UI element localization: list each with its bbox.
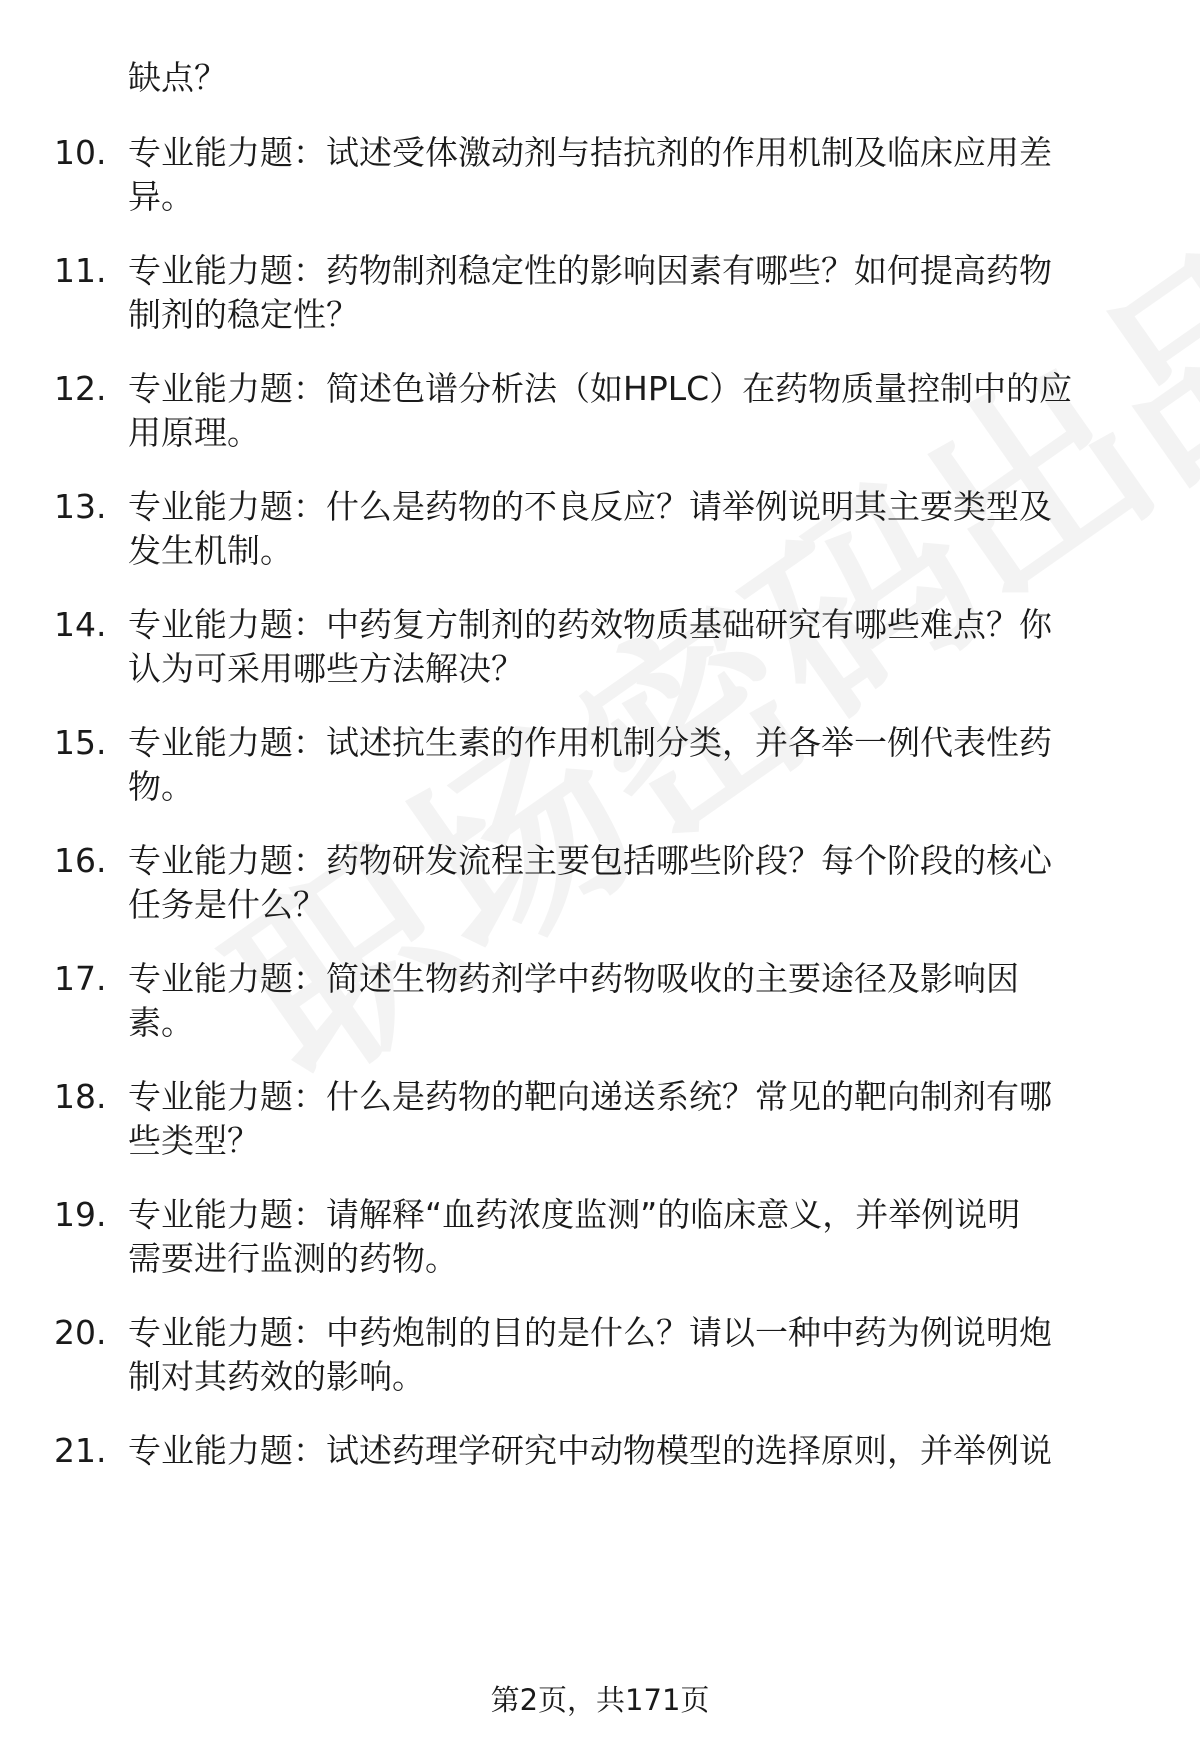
question-number: 13. [54,487,107,526]
question-text-line: 专业能力题：中药复方制剂的药效物质基础研究有哪些难点？你 [128,605,1052,644]
question-number: 18. [54,1077,107,1116]
question-text-line: 专业能力题：药物研发流程主要包括哪些阶段？每个阶段的核心 [128,841,1052,880]
question-number: 12. [54,369,107,408]
question-number: 21. [54,1431,107,1470]
question-text-line: 专业能力题：试述受体激动剂与拮抗剂的作用机制及临床应用差 [128,133,1052,172]
question-text-line: 专业能力题：简述生物药剂学中药物吸收的主要途径及影响因 [128,959,1019,998]
question-text-line: 认为可采用哪些方法解决？ [128,649,524,688]
question-number: 20. [54,1313,107,1352]
question-text-line: 专业能力题：什么是药物的不良反应？请举例说明其主要类型及 [128,487,1052,526]
question-text-line: 些类型？ [128,1121,260,1160]
question-text-line: 异。 [128,177,194,216]
question-text-line: 素。 [128,1003,194,1042]
question-text-line: 制剂的稳定性？ [128,295,359,334]
question-number: 11. [54,251,107,290]
question-number: 15. [54,723,107,762]
question-text-line: 需要进行监测的药物。 [128,1239,458,1278]
question-text-line: 专业能力题：中药炮制的目的是什么？请以一种中药为例说明炮 [128,1313,1052,1352]
question-number: 16. [54,841,107,880]
question-text-line: 任务是什么？ [128,885,326,924]
question-text-line: 专业能力题：试述抗生素的作用机制分类，并各举一例代表性药 [128,723,1052,762]
question-number: 10. [54,133,107,172]
question-number: 17. [54,959,107,998]
question-text-line: 专业能力题：什么是药物的靶向递送系统？常见的靶向制剂有哪 [128,1077,1052,1116]
question-text-line: 专业能力题：请解释“血药浓度监测”的临床意义，并举例说明 [128,1195,1021,1234]
question-text-line: 专业能力题：简述色谱分析法（如HPLC）在药物质量控制中的应 [128,369,1073,408]
question-text-line: 专业能力题：试述药理学研究中动物模型的选择原则，并举例说 [128,1431,1052,1470]
question-text-line: 物。 [128,767,194,806]
page-footer: 第2页，共171页 [490,1683,710,1717]
question-text-line: 制对其药效的影响。 [128,1357,425,1396]
question-number: 14. [54,605,107,644]
continuation-line: 缺点？ [128,58,227,97]
question-text-line: 用原理。 [128,413,260,452]
question-text-line: 发生机制。 [128,531,293,570]
question-text-line: 专业能力题：药物制剂稳定性的影响因素有哪些？如何提高药物 [128,251,1052,290]
question-number: 19. [54,1195,107,1234]
